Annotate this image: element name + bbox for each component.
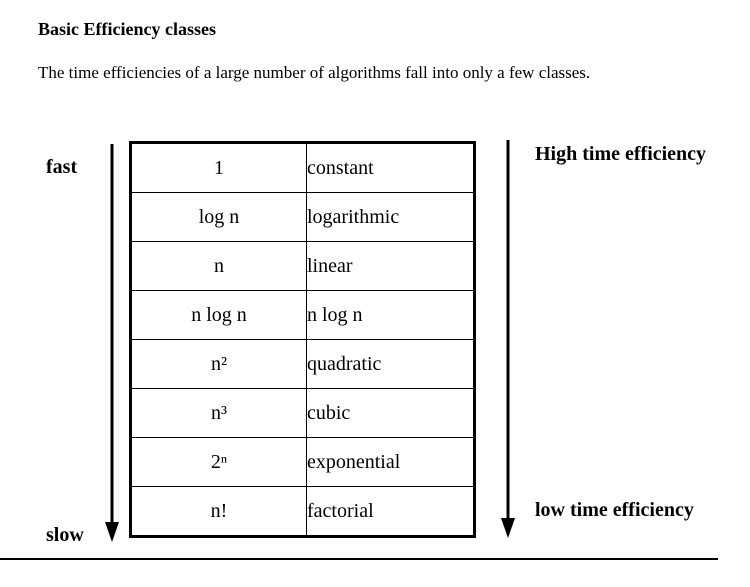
fast-label: fast — [46, 156, 78, 178]
class-name: factorial — [307, 487, 475, 537]
table-row — [131, 143, 475, 193]
growth-function: n³ — [131, 389, 307, 438]
bottom-divider — [0, 558, 718, 560]
table-row — [131, 438, 475, 487]
table-row — [131, 487, 475, 537]
intro-text: The time efficiencies of a large number of algorithms fall into only a few classes. — [38, 63, 591, 82]
table-row — [131, 193, 475, 242]
class-name: exponential — [307, 438, 475, 487]
low-efficiency-label: low time efficiency — [535, 499, 694, 521]
growth-function: n log n — [131, 291, 307, 340]
table-row — [131, 242, 475, 291]
growth-function: 2ⁿ — [131, 438, 307, 487]
growth-function: n! — [131, 487, 307, 537]
class-name: constant — [307, 143, 475, 193]
class-name: quadratic — [307, 340, 475, 389]
page-heading: Basic Efficiency classes — [38, 19, 216, 39]
class-name: n log n — [307, 291, 475, 340]
growth-function: log n — [131, 193, 307, 242]
slow-label: slow — [46, 524, 84, 546]
growth-function: 1 — [131, 143, 307, 193]
down-arrow-icon — [104, 144, 120, 542]
class-name: logarithmic — [307, 193, 475, 242]
table-row — [131, 291, 475, 340]
table-row — [131, 389, 475, 438]
growth-function: n — [131, 242, 307, 291]
growth-function: n² — [131, 340, 307, 389]
high-efficiency-label: High time efficiency — [535, 143, 707, 165]
class-name: cubic — [307, 389, 475, 438]
table-row — [131, 340, 475, 389]
down-arrow-icon — [500, 140, 516, 538]
class-name: linear — [307, 242, 475, 291]
efficiency-classes-table — [129, 141, 476, 538]
